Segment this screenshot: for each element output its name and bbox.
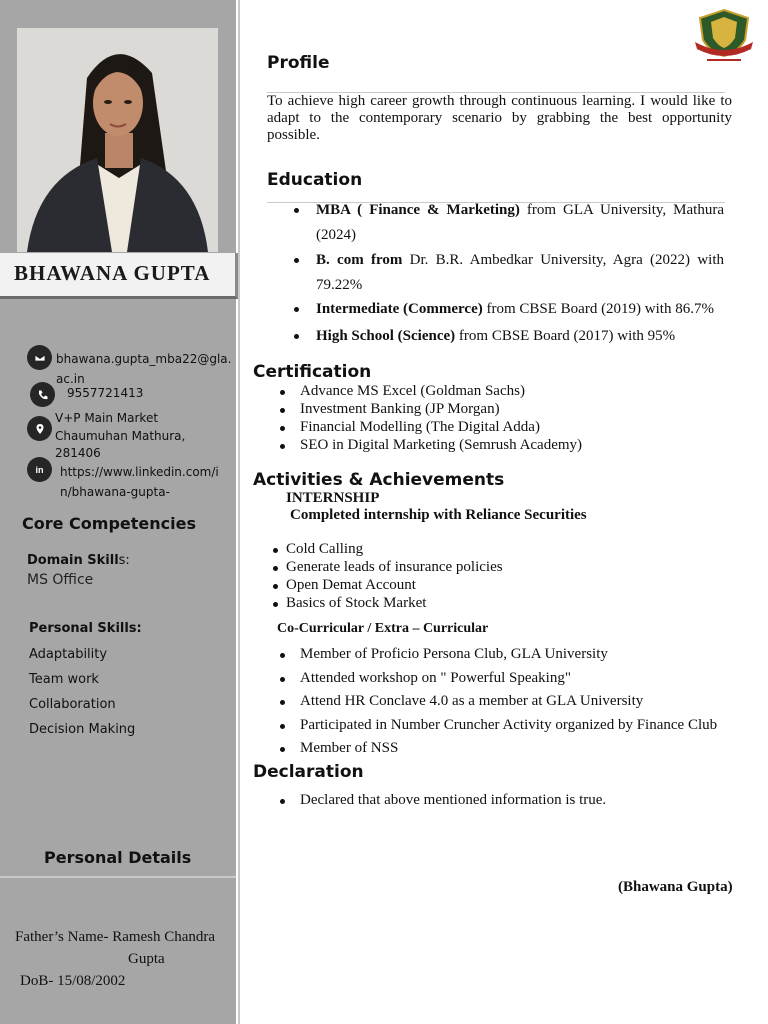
- personal-skills-label: Personal Skills:: [29, 621, 142, 636]
- date-of-birth: DoB- 15/08/2002: [20, 973, 126, 989]
- education-detail: from CBSE Board (2019) with 86.7%: [482, 301, 714, 317]
- personal-details-box: [0, 876, 236, 1021]
- name-banner: [0, 253, 238, 299]
- education-heading: Education: [267, 170, 363, 190]
- education-degree: Intermediate (Commerce): [316, 301, 483, 317]
- linkedin-line-2[interactable]: n/bhawana-gupta-: [60, 485, 170, 499]
- profile-heading: Profile: [267, 53, 330, 73]
- domain-skill-suffix: s:: [118, 553, 130, 568]
- email-line-1[interactable]: bhawana.gupta_mba22@gla.: [56, 352, 232, 366]
- linkedin-line-1[interactable]: https://www.linkedin.com/i: [60, 465, 219, 479]
- education-item: [316, 324, 724, 349]
- core-competencies-heading: Core Competencies: [22, 514, 196, 533]
- cocurricular-item: Member of NSS: [300, 740, 399, 756]
- internship-title: INTERNSHIP: [286, 490, 380, 506]
- profile-photo: [17, 28, 218, 252]
- education-degree: High School (Science): [316, 328, 456, 344]
- internship-subtitle: Completed internship with Reliance Securities: [290, 507, 587, 523]
- university-logo: [693, 8, 755, 66]
- profile-text: To achieve high career growth through continuous learning. I would like to adapt to the contemporary scenario by grabbing the best opportunity possible.: [267, 93, 732, 143]
- certification-item: Financial Modelling (The Digital Adda): [300, 419, 540, 435]
- cocurricular-item: Member of Proficio Persona Club, GLA University: [300, 646, 608, 662]
- activities-heading: Activities & Achievements: [253, 470, 505, 490]
- address-line-3: 281406: [55, 446, 101, 460]
- personal-skill-item: Decision Making: [29, 722, 136, 737]
- certification-item: SEO in Digital Marketing (Semrush Academy): [300, 437, 583, 453]
- location-icon: [27, 416, 52, 441]
- signature: (Bhawana Gupta): [618, 879, 733, 895]
- mail-icon: [27, 345, 52, 370]
- internship-task: Generate leads of insurance policies: [286, 559, 503, 575]
- declaration-heading: Declaration: [253, 762, 364, 782]
- internship-task: Open Demat Account: [286, 577, 416, 593]
- address-line-1: V+P Main Market: [55, 411, 159, 425]
- education-degree: MBA ( Finance & Marketing): [316, 202, 520, 218]
- personal-skill-item: Team work: [29, 672, 99, 687]
- personal-details-heading: Personal Details: [44, 848, 192, 867]
- sidebar-divider: [238, 0, 240, 1024]
- father-name-line-1: Father’s Name- Ramesh Chandra: [15, 929, 216, 945]
- declaration-item: Declared that above mentioned information is true.: [300, 792, 607, 808]
- domain-skill-text: Domain Skill: [27, 553, 119, 568]
- education-item: [316, 248, 724, 298]
- personal-skill-item: Collaboration: [29, 697, 116, 712]
- cocurricular-item: Attended workshop on " Powerful Speaking": [300, 670, 571, 686]
- cocurricular-item: Participated in Number Cruncher Activity organized by Finance Club: [300, 717, 718, 733]
- certification-item: Investment Banking (JP Morgan): [300, 401, 500, 417]
- domain-skill-value: MS Office: [27, 572, 94, 588]
- personal-skill-item: Adaptability: [29, 647, 108, 662]
- candidate-name: BHAWANA GUPTA: [14, 261, 211, 285]
- certification-item: Advance MS Excel (Goldman Sachs): [300, 383, 525, 399]
- father-name-line-2: Gupta: [128, 951, 165, 967]
- internship-task: Basics of Stock Market: [286, 595, 427, 611]
- education-detail: from CBSE Board (2017) with 95%: [455, 328, 676, 344]
- phone-icon: [30, 382, 55, 407]
- linkedin-icon: in: [27, 457, 52, 482]
- cocurricular-item: Attend HR Conclave 4.0 as a member at GLA University: [300, 693, 644, 709]
- cocurricular-title: Co-Curricular / Extra – Curricular: [277, 621, 489, 636]
- phone-number[interactable]: 9557721413: [67, 386, 144, 400]
- education-item: [316, 198, 724, 248]
- education-degree: B. com from: [316, 252, 403, 268]
- certification-heading: Certification: [253, 362, 372, 382]
- address-line-2: Chaumuhan Mathura,: [55, 429, 186, 443]
- education-detail: from GLA University, Mathura (2024): [316, 202, 724, 243]
- email-line-2[interactable]: ac.in: [56, 372, 85, 386]
- education-item: [316, 297, 724, 322]
- internship-task: Cold Calling: [286, 541, 364, 557]
- domain-skills-label: [27, 551, 130, 569]
- education-detail: Dr. B.R. Ambedkar University, Agra (2022) with 79.22%: [316, 252, 724, 293]
